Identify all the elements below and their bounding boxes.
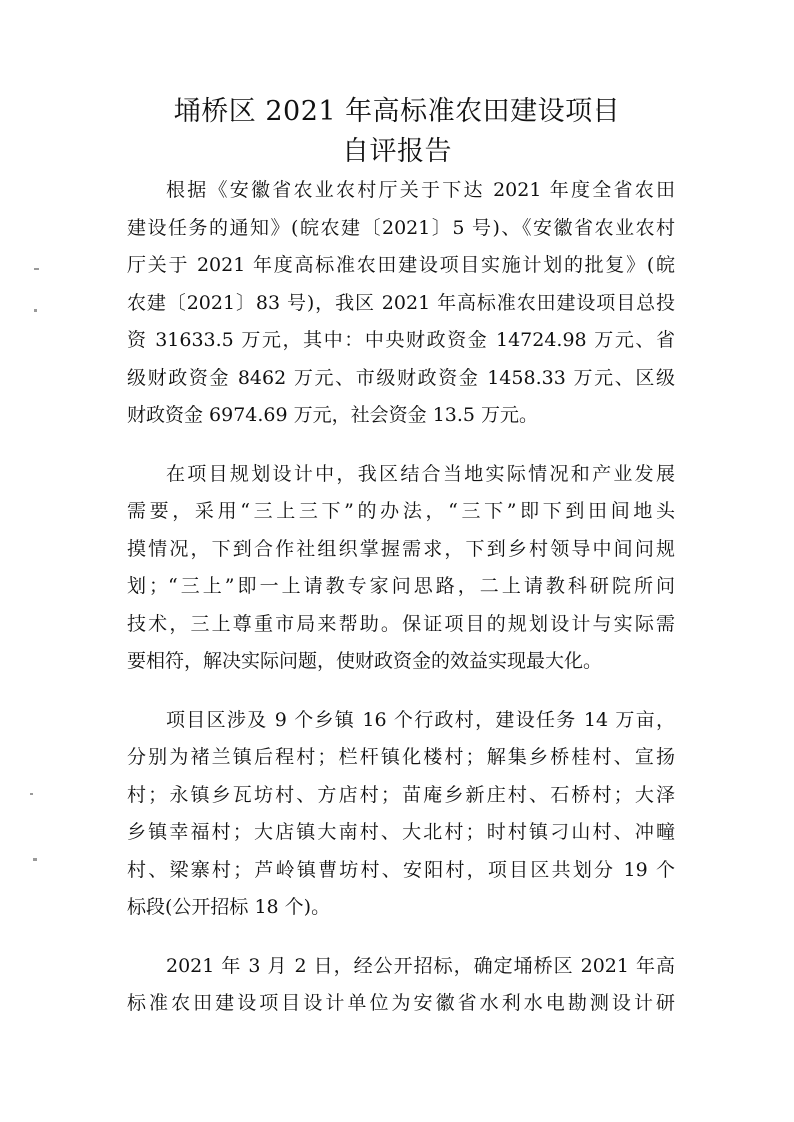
text-line: 财政资金 6974.69 万元，社会资金 13.5 万元。 [127,404,539,426]
paragraph-project-area [127,702,675,927]
text-line: 厅关于 2021 年度高标准农田建设项目实施计划的批复》(皖 [127,254,675,276]
text-line: 建设任务的通知》(皖农建〔2021〕5 号)、《安徽省农业农村 [127,216,675,239]
text-line: 摸情况，下到合作社组织掌握需求，下到乡村领导中间问规 [127,537,675,560]
text-line: 在项目规划设计中，我区结合当地实际情况和产业发展 [166,462,675,485]
paragraph-tender [127,948,675,1023]
scan-margin-mark [33,858,37,861]
text-line: 村、梁寨村；芦岭镇曹坊村、安阳村，项目区共划分 19 个 [127,858,675,881]
scan-margin-mark [34,309,37,312]
text-line: 项目区涉及 9 个乡镇 16 个行政村，建设任务 14 万亩， [166,708,675,731]
text-line: 分别为褚兰镇后程村；栏杆镇化楼村；解集乡桥桂村、宣扬 [127,746,675,768]
text-line: 2021 年 3 月 2 日，经公开招标，确定埇桥区 2021 年高 [166,954,675,977]
paragraph-funding [127,172,675,435]
text-line: 需要，采用“三上三下”的办法，“三下”即下到田间地头 [127,500,675,522]
text-line: 农建〔2021〕83 号)，我区 2021 年高标准农田建设项目总投 [127,291,675,314]
text-line: 要相符，解决实际问题，使财政资金的效益实现最大化。 [127,650,603,672]
scan-margin-mark [30,793,33,795]
text-line: 村；永镇乡瓦坊村、方店村；苗庵乡新庄村、石桥村；大泽 [127,783,675,806]
text-line: 标段(公开招标 18 个)。 [127,896,331,918]
title-line-1: 埇桥区 2021 年高标准农田建设项目 [173,96,621,127]
text-line: 根据《安徽省农业农村厅关于下达 2021 年度全省农田 [166,179,675,201]
text-line: 级财政资金 8462 万元、市级财政资金 1458.33 万元、区级 [127,366,675,389]
paragraph-planning [127,456,675,681]
text-line: 乡镇幸福村；大店镇大南村、大北村；时村镇刁山村、冲疃 [127,821,675,843]
document-body [127,172,675,1044]
text-line: 标准农田建设项目设计单位为安徽省水利水电勘测设计研 [127,992,675,1014]
title-line-2: 自评报告 [342,136,452,167]
document-title [0,92,794,172]
text-line: 技术，三上尊重市局来帮助。保证项目的规划设计与实际需 [127,612,675,635]
text-line: 划；“三上”即一上请教专家问思路，二上请教科研院所问 [127,575,675,597]
scan-margin-mark [34,268,39,270]
text-line: 资 31633.5 万元，其中：中央财政资金 14724.98 万元、省 [127,329,675,351]
